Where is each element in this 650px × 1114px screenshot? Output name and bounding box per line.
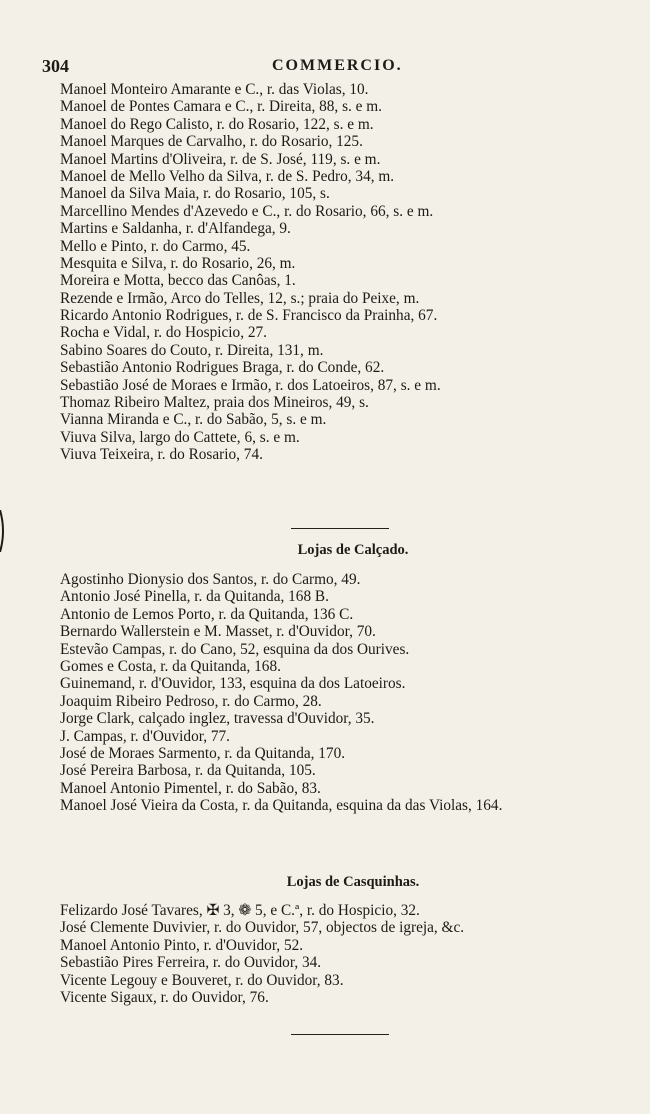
page-header	[42, 56, 602, 80]
list-item: Manoel Antonio Pimentel, r. do Sabão, 83.	[60, 779, 321, 797]
list-item: Viuva Silva, largo do Cattete, 6, s. e m.	[60, 428, 300, 446]
list-item: J. Campas, r. d'Ouvidor, 77.	[60, 727, 230, 745]
list-item: Mello e Pinto, r. do Carmo, 45.	[60, 237, 251, 255]
list-item: Mesquita e Silva, r. do Rosario, 26, m.	[60, 254, 296, 272]
list-item: Thomaz Ribeiro Maltez, praia dos Mineiros, 49, s.	[60, 394, 369, 412]
list-item: Vicente Legouy e Bouveret, r. do Ouvidor, 83.	[60, 971, 344, 989]
section-heading-calcado: Lojas de Calçado.	[297, 542, 409, 558]
list-item: Manoel José Vieira da Costa, r. da Quitanda, esquina da das Violas, 164.	[60, 797, 503, 815]
list-item: Marcellino Mendes d'Azevedo e C., r. do Rosario, 66, s. e m.	[60, 202, 434, 220]
list-item: Manoel do Rego Calisto, r. do Rosario, 122, s. e m.	[60, 115, 374, 133]
list-item: Sebastião José de Moraes e Irmão, r. dos Latoeiros, 87, s. e m.	[60, 376, 441, 394]
list-item: Sebastião Antonio Rodrigues Braga, r. do Conde, 62.	[60, 359, 385, 377]
list-item: Manoel da Silva Maia, r. do Rosario, 105, s.	[60, 185, 330, 203]
running-title: COMMERCIO.	[272, 57, 403, 74]
list-item: Sabino Soares do Couto, r. Direita, 131, m.	[60, 341, 324, 359]
list-item: Vianna Miranda e C., r. do Sabão, 5, s. e m.	[60, 411, 327, 429]
list-item: Gomes e Costa, r. da Quitanda, 168.	[60, 657, 281, 675]
list-item: Guinemand, r. d'Ouvidor, 133, esquina da dos Latoeiros.	[60, 675, 406, 693]
bracket-mark-icon	[0, 510, 6, 552]
list-item: Ricardo Antonio Rodrigues, r. de S. Francisco da Prainha, 67.	[60, 307, 438, 325]
list-item: Bernardo Wallerstein e M. Masset, r. d'Ouvidor, 70.	[60, 623, 376, 641]
list-item: Manoel de Pontes Camara e C., r. Direita, 88, s. e m.	[60, 98, 383, 116]
directory-list-top	[60, 81, 640, 464]
section-divider	[291, 528, 389, 529]
list-item: Estevão Campas, r. do Cano, 52, esquina da dos Ourives.	[60, 640, 410, 658]
directory-list-calcado	[60, 571, 640, 814]
list-item: Sebastião Pires Ferreira, r. do Ouvidor, 34.	[60, 954, 322, 972]
list-item: Martins e Saldanha, r. d'Alfandega, 9.	[60, 220, 291, 238]
list-item: Manoel Monteiro Amarante e C., r. das Violas, 10.	[60, 81, 369, 98]
section-heading-casquinhas: Lojas de Casquinhas.	[286, 874, 420, 890]
section-divider	[291, 1034, 389, 1035]
scan-edge-mark	[0, 510, 6, 552]
list-item: Jorge Clark, calçado inglez, travessa d'Ouvidor, 35.	[60, 710, 375, 728]
list-item: Rezende e Irmão, Arco do Telles, 12, s.; praia do Peixe, m.	[60, 289, 420, 307]
list-item: Joaquim Ribeiro Pedroso, r. do Carmo, 28.	[60, 692, 322, 710]
list-item: Viuva Teixeira, r. do Rosario, 74.	[60, 446, 263, 464]
list-item: Felizardo José Tavares, ✠ 3, ❁ 5, e C.ª, r. do Hospicio, 32.	[60, 902, 420, 919]
directory-list-casquinhas	[60, 902, 640, 1006]
list-item: Antonio de Lemos Porto, r. da Quitanda, 136 C.	[60, 605, 354, 623]
page-number: 304	[42, 56, 69, 76]
list-item: Vicente Sigaux, r. do Ouvidor, 76.	[60, 988, 269, 1006]
list-item: Agostinho Dionysio dos Santos, r. do Carmo, 49.	[60, 571, 361, 588]
list-item: Manoel Marques de Carvalho, r. do Rosario, 125.	[60, 133, 363, 151]
list-item: Manoel de Mello Velho da Silva, r. de S. Pedro, 34, m.	[60, 167, 395, 185]
list-item: Manoel Martins d'Oliveira, r. de S. José, 119, s. e m.	[60, 150, 381, 168]
list-item: José Pereira Barbosa, r. da Quitanda, 105.	[60, 762, 316, 780]
list-item: Rocha e Vidal, r. do Hospicio, 27.	[60, 324, 267, 342]
list-item: Antonio José Pinella, r. da Quitanda, 168 B.	[60, 588, 329, 606]
list-item: José de Moraes Sarmento, r. da Quitanda, 170.	[60, 744, 346, 762]
list-item: José Clemente Duvivier, r. do Ouvidor, 57, objectos de igreja, &c.	[60, 919, 465, 937]
list-item: Moreira e Motta, becco das Canôas, 1.	[60, 272, 296, 290]
list-item: Manoel Antonio Pinto, r. d'Ouvidor, 52.	[60, 936, 304, 954]
